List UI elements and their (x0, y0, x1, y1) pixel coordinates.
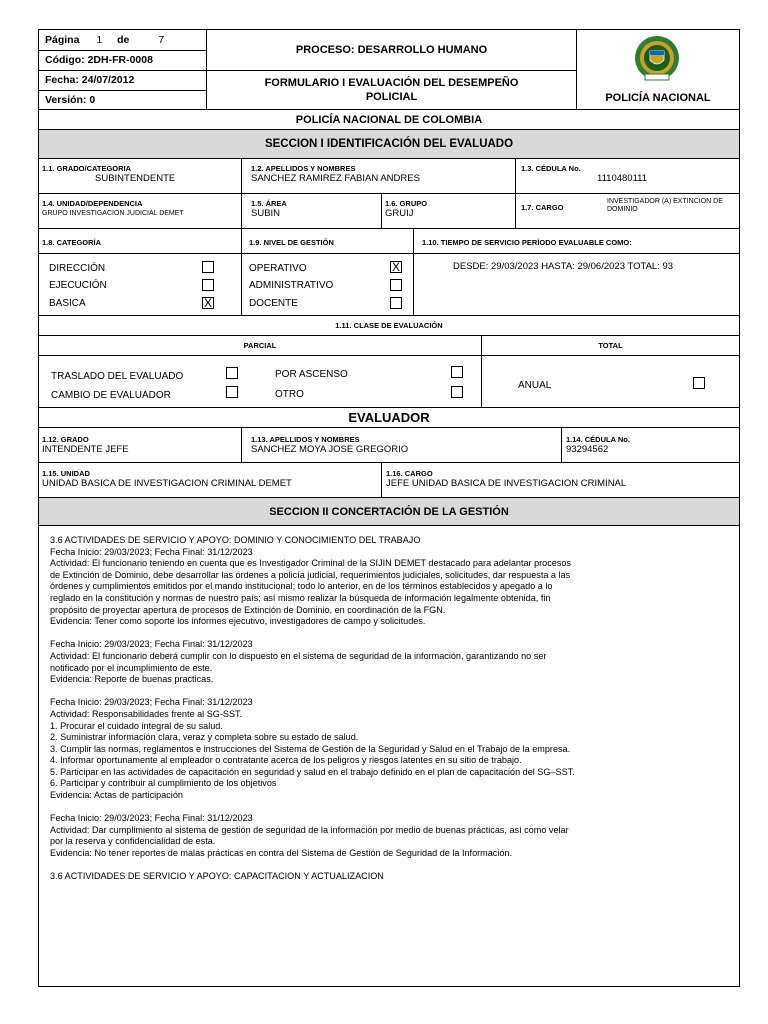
parcial-total-header (39, 336, 739, 356)
block4-evidencia: Evidencia: No tener reportes de malas prácticas en contra del Sistema de Gestión de Seguridad de la Información. (50, 848, 513, 859)
evaluador-apellidos-label: 1.13. APELLIDOS Y NOMBRES (251, 435, 360, 444)
categoria-options-row (39, 254, 739, 316)
nivel-options (242, 254, 414, 315)
categoria-direccion-checkbox[interactable] (202, 261, 214, 273)
block3-item-5: 5. Participar en las actividades de capacitación en seguridad y salud en el trabajo definido en el plan de capacitación del SG–SST. (50, 766, 575, 777)
section1-title: SECCION I IDENTIFICACIÓN DEL EVALUADO (39, 130, 739, 159)
section2-body (50, 535, 727, 883)
traslado-checkbox[interactable] (226, 367, 238, 379)
block3-evidencia: Evidencia: Actas de participación (50, 790, 183, 801)
block3-item-6: 6. Participar y contribuir al cumplimiento de los objetivos (50, 778, 277, 789)
evaluador-title: EVALUADOR (39, 408, 739, 428)
block1-line-2: de Extinción de Dominio, debe desarrollar las órdenes a policía judicial, requerimientos judiciales, solicitudes, dar respuesta a las (50, 569, 571, 580)
evaluador-unidad-label: 1.15. UNIDAD (42, 469, 90, 478)
otro-checkbox[interactable] (451, 386, 463, 398)
categoria-ejecucion-checkbox[interactable] (202, 279, 214, 291)
police-emblem-icon (633, 34, 681, 84)
evaluador-grado-label: 1.12. GRADO (42, 435, 89, 444)
nivel-docente-checkbox[interactable] (390, 297, 402, 309)
block3-item-4: 4. Informar oportunamente al empleador o contratante acerca de los peligros y riesgos latentes en su sitio de trabajo. (50, 755, 522, 766)
header-meta (39, 30, 207, 109)
evaluado-row-1 (39, 159, 739, 194)
evaluador-cargo-value: JEFE UNIDAD BASICA DE INVESTIGACION CRIMINAL (386, 478, 627, 489)
anual-label: ANUAL (518, 380, 552, 391)
block3-actividad: Actividad: Responsabilidades frente al SG-SST. (50, 708, 243, 719)
block4-line-1: Actividad: Dar cumplimiento al sistema de gestión de seguridad de la información por medio de buenas prácticas, así como velar (50, 824, 569, 835)
categoria-label: 1.8. CATEGORÍA (39, 229, 242, 253)
evaluador-grado-value: INTENDENTE JEFE (42, 444, 129, 455)
cargo-value: INVESTIGADOR (A) EXTINCION DE DOMINIO (607, 198, 723, 213)
evaluador-row-2 (39, 463, 739, 498)
block1-line-5: propósito de proyectar apertura de procesos de Extinción de Dominio, en coordinación de la FGN. (50, 604, 446, 615)
block3-item-1: 1. Procurar el cuidado integral de su salud. (50, 720, 223, 731)
proceso-title: PROCESO: DESARROLLO HUMANO (207, 30, 576, 71)
cambio-checkbox[interactable] (226, 386, 238, 398)
tiempo-label: 1.10. TIEMPO DE SERVICIO PERÍODO EVALUABLE COMO: (422, 238, 632, 247)
categoria-options (39, 254, 242, 315)
pagina-row: Página 1 de 7 (39, 30, 206, 51)
categoria-basica-checkbox[interactable]: X (203, 296, 212, 310)
version: Versión: 0 (45, 94, 96, 106)
apellidos-label: 1.2. APELLIDOS Y NOMBRES (251, 164, 356, 173)
otro-label: OTRO (275, 389, 304, 400)
block2-line-1: Actividad: El funcionario deberá cumplir con lo dispuesto en el sistema de seguridad de la información, garantizando no ser (50, 650, 547, 661)
formulario-title: FORMULARIO I EVALUACIÓN DEL DESEMPEÑO POLICIAL (264, 77, 519, 103)
tiempo-value: DESDE: 29/03/2023 HASTA: 29/06/2023 TOTAL: 93 (453, 261, 674, 272)
categoria-header-row (39, 229, 739, 254)
nivel-label: 1.9. NIVEL DE GESTIÓN (242, 229, 414, 253)
block3-item-3: 3. Cumplir las normas, reglamentos e instrucciones del Sistema de Gestión de la Seguridad y Salud en el Trabajo de la empresa. (50, 743, 571, 754)
org-name: POLICÍA NACIONAL (605, 92, 711, 104)
evaluador-cedula-value: 93294562 (566, 444, 609, 455)
block4-fecha: Fecha Inicio: 29/03/2023; Fecha Final: 31/12/2023 (50, 813, 253, 824)
nivel-operativo-checkbox[interactable]: X (391, 260, 400, 274)
anual-checkbox[interactable] (693, 377, 705, 389)
block1-evidencia: Evidencia: Tener como soporte los informes ejecutivo, investigadores de campo y solicitudes. (50, 616, 426, 627)
cedula-value: 1110480111 (597, 173, 648, 184)
grado-label: 1.1. GRADO/CATEGORIA (42, 164, 132, 173)
total-options (482, 356, 739, 407)
activity-heading-2: 3.6 ACTIVIDADES DE SERVICIO Y APOYO: CAPACITACION Y ACTUALIZACION (50, 871, 384, 882)
traslado-label: TRASLADO DEL EVALUADO (51, 371, 184, 382)
ascenso-label: POR ASCENSO (275, 369, 348, 380)
evaluador-apellidos-value: SANCHEZ MOYA JOSE GREGORIO (251, 444, 409, 455)
block1-fecha: Fecha Inicio: 29/03/2023; Fecha Final: 31/12/2023 (50, 546, 253, 557)
activity-heading-1: 3.6 ACTIVIDADES DE SERVICIO Y APOYO: DOMINIO Y CONOCIMIENTO DEL TRABAJO (50, 535, 421, 545)
block1-line-3: órdenes y cumplimientos emitidos por el mando institucional; todo lo anterior, en de los términos establecidos y apegado a lo (50, 581, 553, 592)
block3-item-2: 2. Suministrar información clara, veraz y completa sobre su estado de salud. (50, 732, 359, 743)
unidad-label: 1.4. UNIDAD/DEPENDENCIA (42, 199, 143, 208)
parcial-label: PARCIAL (39, 336, 482, 355)
cargo-label: 1.7. CARGO (521, 203, 564, 212)
unidad-value: GRUPO INVESTIGACION JUDICIAL DEMET (42, 210, 184, 217)
categoria-direccion-label: DIRECCIÓN (49, 263, 106, 274)
categoria-ejecucion-label: EJECUCIÓN (49, 280, 107, 291)
banner: POLICÍA NACIONAL DE COLOMBIA (39, 110, 739, 130)
header-logo (577, 30, 739, 109)
area-value: SUBIN (251, 208, 281, 219)
form-header (39, 30, 739, 110)
block1-line-4: reglado en la constitución y normas de nuestro país; así mismo realizar la búsqueda de información legalmente obtenida, fin (50, 592, 551, 603)
nivel-operativo-label: OPERATIVO (249, 263, 307, 274)
evaluador-cedula-label: 1.14. CÉDULA No. (566, 435, 630, 444)
evaluado-row-2 (39, 194, 739, 229)
nivel-administrativo-label: ADMINISTRATIVO (249, 280, 334, 291)
block2-fecha: Fecha Inicio: 29/03/2023; Fecha Final: 31/12/2023 (50, 639, 253, 650)
fecha: Fecha: 24/07/2012 (39, 70, 206, 91)
cambio-label: CAMBIO DE EVALUADOR (51, 390, 171, 401)
total-label: TOTAL (598, 341, 623, 350)
area-label: 1.5. ÁREA (251, 199, 287, 208)
cedula-label: 1.3. CÉDULA No. (521, 164, 581, 173)
block3-fecha: Fecha Inicio: 29/03/2023; Fecha Final: 31/12/2023 (50, 697, 253, 708)
categoria-basica-label: BASICA (49, 298, 86, 309)
section2-title: SECCION II CONCERTACIÓN DE LA GESTIÓN (39, 498, 739, 526)
nivel-administrativo-checkbox[interactable] (390, 279, 402, 291)
evaluation-form (38, 29, 740, 987)
evaluador-row-1 (39, 428, 739, 463)
block2-line-2: notificado por el incumplimiento de este. (50, 662, 213, 673)
grupo-value: GRUIJ (385, 208, 414, 219)
nivel-docente-label: DOCENTE (249, 298, 298, 309)
ascenso-checkbox[interactable] (451, 366, 463, 378)
clase-options-row (39, 356, 739, 408)
codigo: Código: 2DH-FR-0008 (39, 50, 206, 71)
block2-evidencia: Evidencia: Reporte de buenas practicas. (50, 674, 214, 685)
header-title (207, 30, 577, 109)
apellidos-value: SANCHEZ RAMIREZ FABIAN ANDRES (251, 173, 420, 184)
block1-line-1: Actividad: El funcionario teniendo en cuenta que es Investigador Criminal de la SIJIN DEMET destacado para adelantar procesos (50, 558, 571, 569)
evaluador-cargo-label: 1.16. CARGO (386, 469, 433, 478)
evaluador-unidad-value: UNIDAD BASICA DE INVESTIGACION CRIMINAL DEMET (42, 478, 292, 489)
grado-value: SUBINTENDENTE (95, 173, 176, 184)
clase-label: 1.11. CLASE DE EVALUACIÓN (39, 316, 739, 336)
block4-line-2: por la reserva y confidencialidad de esta. (50, 836, 216, 847)
parcial-options (39, 356, 482, 407)
grupo-label: 1.6. GRUPO (385, 199, 428, 208)
